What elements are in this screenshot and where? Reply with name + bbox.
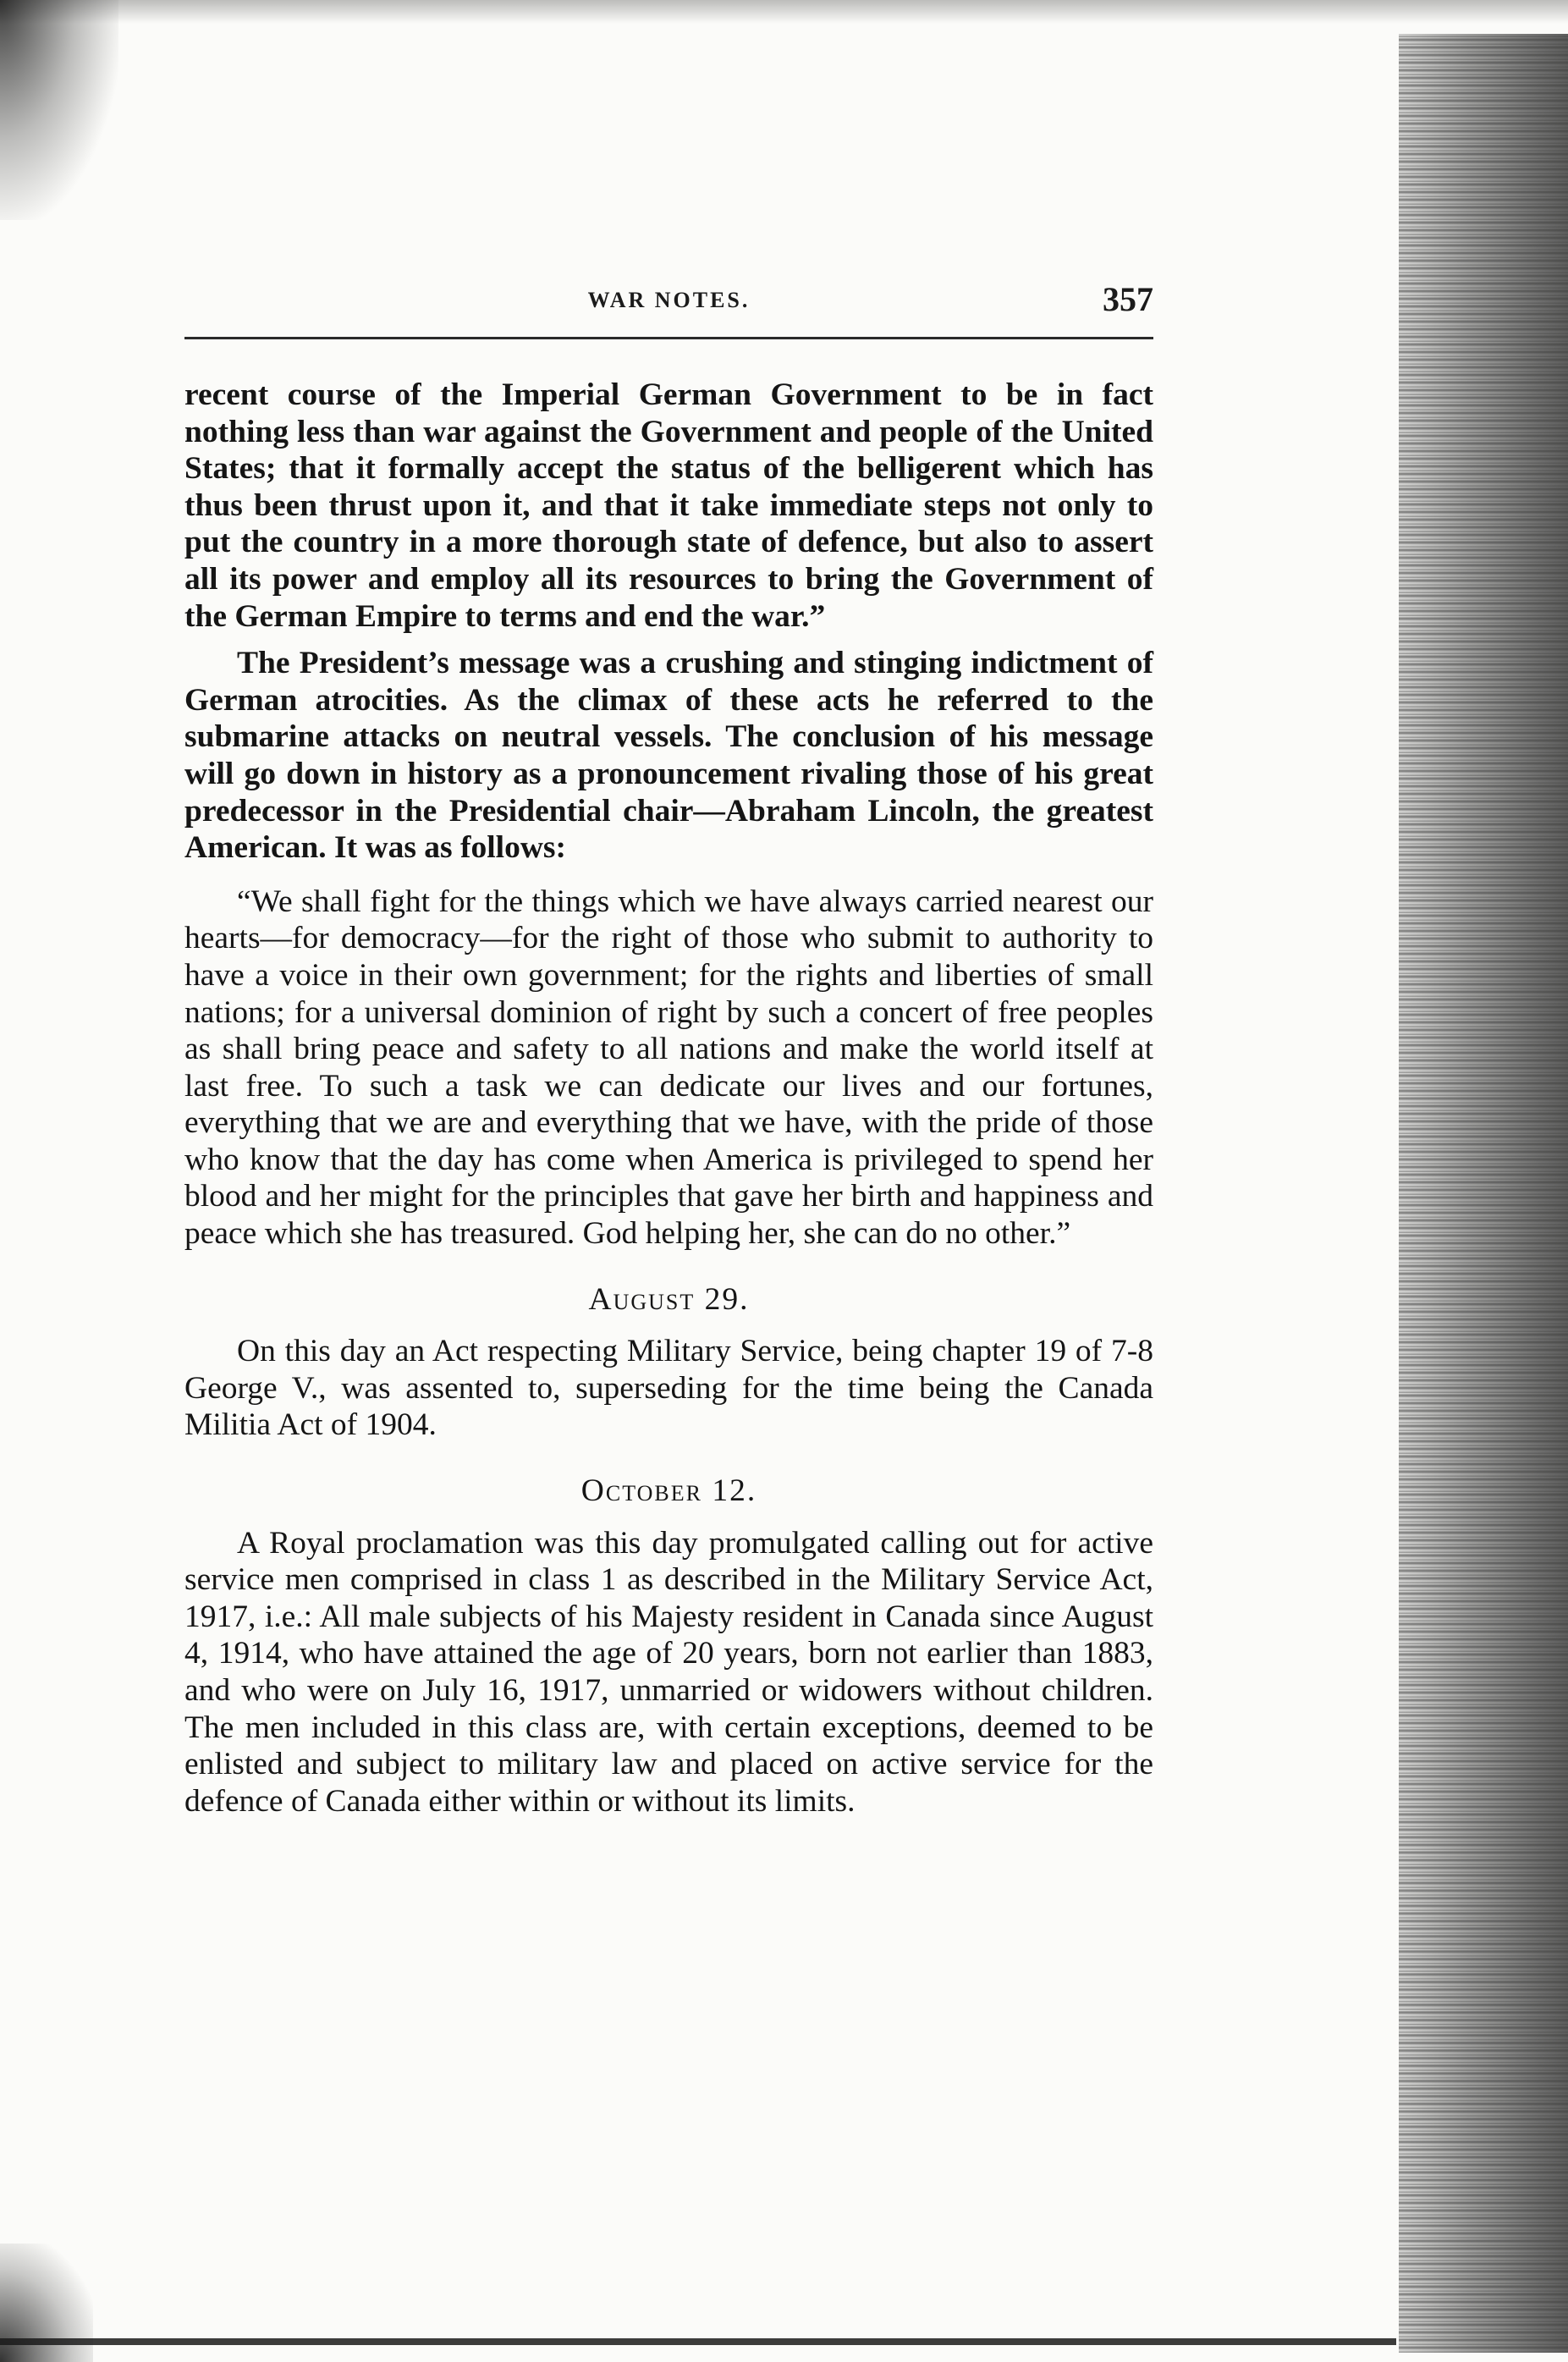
scan-shadow-top	[0, 0, 1568, 24]
body-text	[184, 377, 1153, 1820]
scan-shadow-top-left	[0, 0, 118, 220]
paragraph-presidents-message: The President’s message was a crushing and stinging indictment of German atrocities. As the climax of these acts he referred to the submarine attacks on neutral vessels. The conclusion of his message will go down in history as a pronouncement rivaling those of his great predecessor in the Presidential chair—Abraham Lincoln, the greatest American. It was as follows:	[184, 646, 1153, 866]
paragraph-military-service-act: On this day an Act respecting Military Service, being chapter 19 of 7-8 George V., was assented to, superseding for the time being the Canada Militia Act of 1904.	[184, 1334, 1153, 1443]
section-heading-august: August 29.	[588, 1281, 750, 1317]
section-heading-october: October 12.	[580, 1473, 757, 1509]
header-rule	[184, 337, 1153, 339]
paragraph-resolution-end: recent course of the Imperial German Government to be in fact nothing less than war against the Government and people of the United States; that it formally accept the status of the belligerent which has thus been thrust upon it, and that it take immediate steps not only to put the country in a more thorough state of defence, but also to assert all its power and employ all its resources to bring the Government of the German Empire to terms and end the war.”	[184, 377, 1153, 634]
page-number: 357	[1103, 280, 1153, 318]
page-header	[184, 279, 1153, 330]
paragraph-quotation: “We shall fight for the things which we have always carried nearest our hearts—for democracy—for the right of those who submit to authority to have a voice in their own government; for the rights and liberties of small nations; for a universal dominion of right by such a concert of free peoples as shall bring peace and safety to all nations and make the world itself at last free. To such a task we can dedicate our lives and our fortunes, everything that we are and everything that we have, with the pride of those who know that the day has come when America is privileged to spend her blood and her might for the principles that gave her birth and happiness and peace which she has treasured. God helping her, she can do no other.”	[184, 884, 1153, 1252]
paragraph-royal-proclamation: A Royal proclamation was this day promulgated calling out for active service men comprised in class 1 as described in the Military Service Act, 1917, i.e.: All male subjects of his Majesty resident in Canada since August 4, 1914, who have attained the age of 20 years, born not earlier than 1883, and who were on July 16, 1917, unmarried or widowers without children. The men included in this class are, with certain exceptions, deemed to be enlisted and subject to military law and placed on active service for the defence of Canada either within or without its limits.	[184, 1525, 1153, 1819]
running-head: WAR NOTES.	[587, 288, 751, 312]
scan-shadow-right	[1399, 34, 1568, 2353]
scan-edge-bottom	[0, 2338, 1396, 2345]
